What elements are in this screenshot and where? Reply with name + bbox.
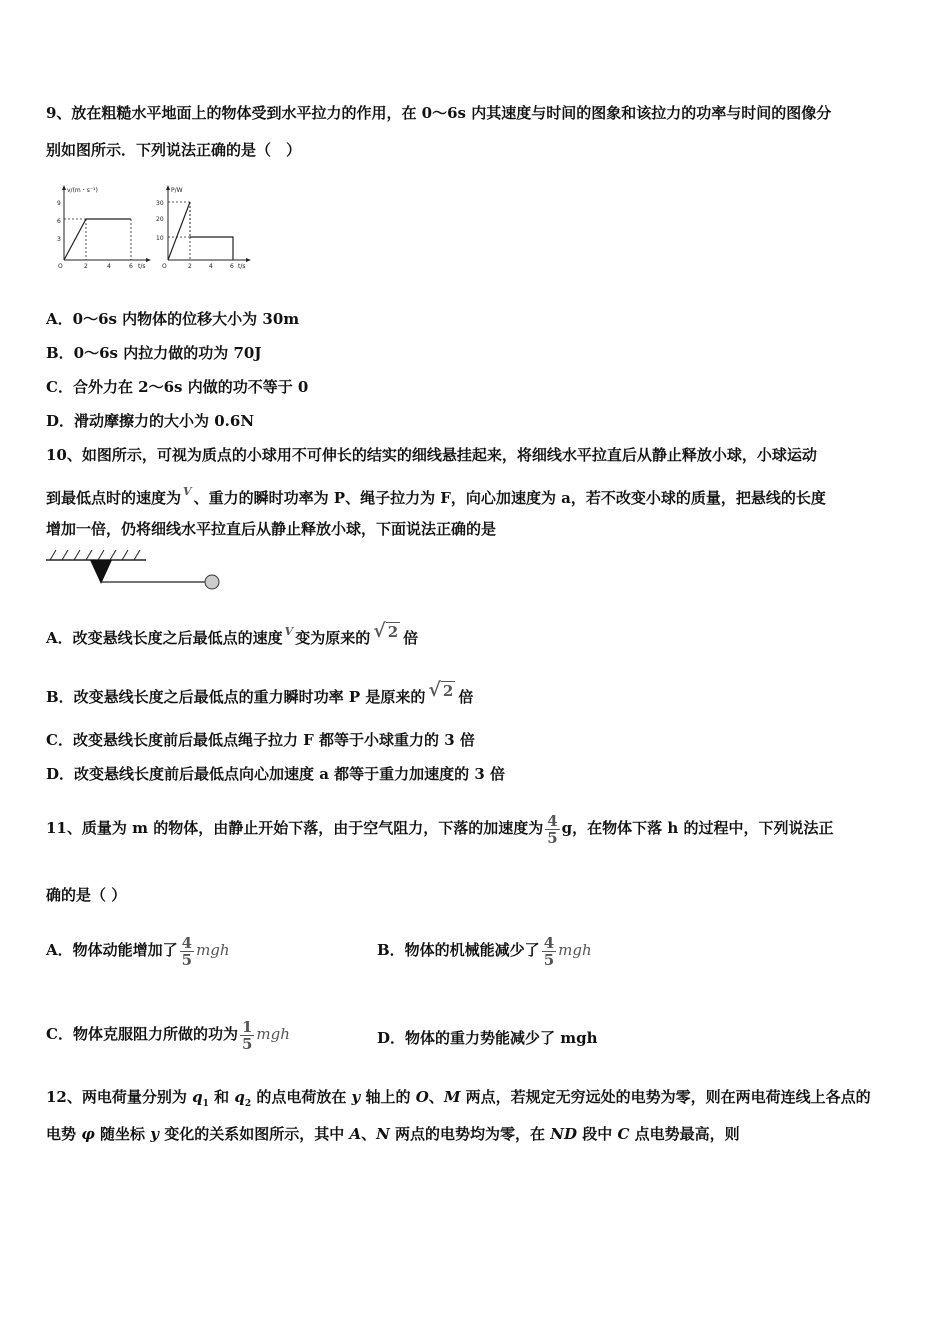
v-xtick: 4: [107, 263, 111, 270]
v-line: [64, 219, 131, 260]
q11-option-b: B．物体的机械能减少了 $\frac{4}{5}$ mgh: [377, 933, 592, 969]
pivot-support: [90, 560, 112, 584]
p-xlabel: t/s: [238, 263, 246, 270]
v-origin: O: [58, 263, 63, 270]
p-rise: [168, 202, 190, 260]
q12-stem-line2: 电势 φ 随坐标 y 变化的关系如图所示，其中 A、N 两点的电势均为零，在 ND 段中 C 点电势最高，则: [46, 1125, 740, 1143]
p-ylabel: P/W: [171, 187, 183, 194]
q12-stem-line1: 12、两电荷量分别为 $q_1$ 和 $q_2$ 的点电荷放在 y 轴上的 O、M 两点，若规定无穷远处的电势为零，则在两电荷连线上各点的: [46, 1088, 871, 1109]
power-time-graph: [156, 185, 251, 270]
q10-stem-line2: 到最低点时的速度为 $^V$ 、重力的瞬时功率为 P、绳子拉力为 F，向心加速度为 a，若不改变小球的质量，把悬线的长度: [46, 485, 826, 507]
v-xtick: 6: [129, 263, 133, 270]
q10-stem-line3: 增加一倍，仍将细线水平拉直后从静止释放小球，下面说法正确的是: [46, 520, 497, 538]
p-axis-arrow: [166, 185, 170, 190]
q11-stem-line2: 确的是（ ）: [46, 886, 127, 904]
p-flat: [190, 237, 233, 260]
pendulum-figure: [46, 548, 226, 592]
q10-option-d: D．改变悬线长度前后最低点向心加速度 a 都等于重力加速度的 3 倍: [46, 765, 506, 783]
v-ytick: 3: [57, 236, 61, 243]
ball: [205, 575, 219, 589]
q11-stem-line1: 11、质量为 m 的物体，由静止开始下落，由于空气阻力，下落的加速度为 $\frac{4}{5}$ g，在物体下落 h 的过程中，下列说法正: [46, 811, 834, 847]
q11-option-c: C．物体克服阻力所做的功为 $\frac{1}{5}$ mgh: [46, 1017, 290, 1053]
q9-option-d: D．滑动摩擦力的大小为 0.6N: [46, 412, 255, 430]
q11-option-a: A．物体动能增加了 $\frac{4}{5}$ mgh: [46, 933, 230, 969]
v-ylabel: v/(m・s⁻¹): [67, 187, 98, 194]
q9-option-c: C．合外力在 2～6s 内做的功不等于 0: [46, 378, 309, 396]
q10-option-b: B．改变悬线长度之后最低点的重力瞬时功率 P 是原来的 √ 2 倍: [46, 675, 473, 712]
velocity-symbol: V: [284, 625, 294, 638]
fraction-4-5: $\frac{4}{5}$: [547, 811, 558, 847]
p-origin: O: [162, 263, 167, 270]
q9-option-a: A．0～6s 内物体的位移大小为 30m: [46, 310, 300, 328]
p-ytick: 20: [156, 216, 164, 223]
sqrt-2: √ 2: [373, 620, 399, 642]
sqrt-2: √ 2: [428, 679, 454, 701]
velocity-symbol: V: [183, 485, 192, 498]
v-xlabel: t/s: [138, 263, 146, 270]
q9-stem-line2: 别如图所示．下列说法正确的是（ ）: [46, 141, 302, 159]
p-ytick: 10: [156, 235, 164, 242]
q10-stem-line1: 10、如图所示，可视为质点的小球用不可伸长的结实的细线悬挂起来，将细线水平拉直后从静止释放小球，小球运动: [46, 446, 817, 464]
q10-option-a: A．改变悬线长度之后最低点的速度 $^V$ 变为原来的 √ 2 倍: [46, 616, 418, 653]
q9-option-b: B．0～6s 内拉力做的功为 70J: [46, 344, 262, 362]
q9-stem-line1: 9、放在粗糙水平地面上的物体受到水平拉力的作用，在 0～6s 内其速度与时间的图象和该拉力的功率与时间的图像分: [46, 104, 832, 122]
v-xtick: 2: [84, 263, 88, 270]
p-xtick: 6: [230, 263, 234, 270]
v-ytick: 9: [57, 200, 61, 207]
v-axis-arrow: [62, 185, 66, 190]
t-axis-arrow-v: [146, 258, 151, 262]
q9-figures: [52, 182, 252, 272]
velocity-time-graph: [57, 185, 151, 270]
p-xtick: 2: [188, 263, 192, 270]
ceiling-hatch: [50, 550, 140, 560]
t-axis-arrow-p: [246, 258, 251, 262]
q10-option-c: C．改变悬线长度前后最低点绳子拉力 F 都等于小球重力的 3 倍: [46, 731, 475, 749]
q11-option-d: D．物体的重力势能减少了 mgh: [377, 1029, 598, 1047]
p-xtick: 4: [209, 263, 213, 270]
v-ytick: 6: [57, 218, 61, 225]
p-ytick: 30: [156, 200, 164, 207]
